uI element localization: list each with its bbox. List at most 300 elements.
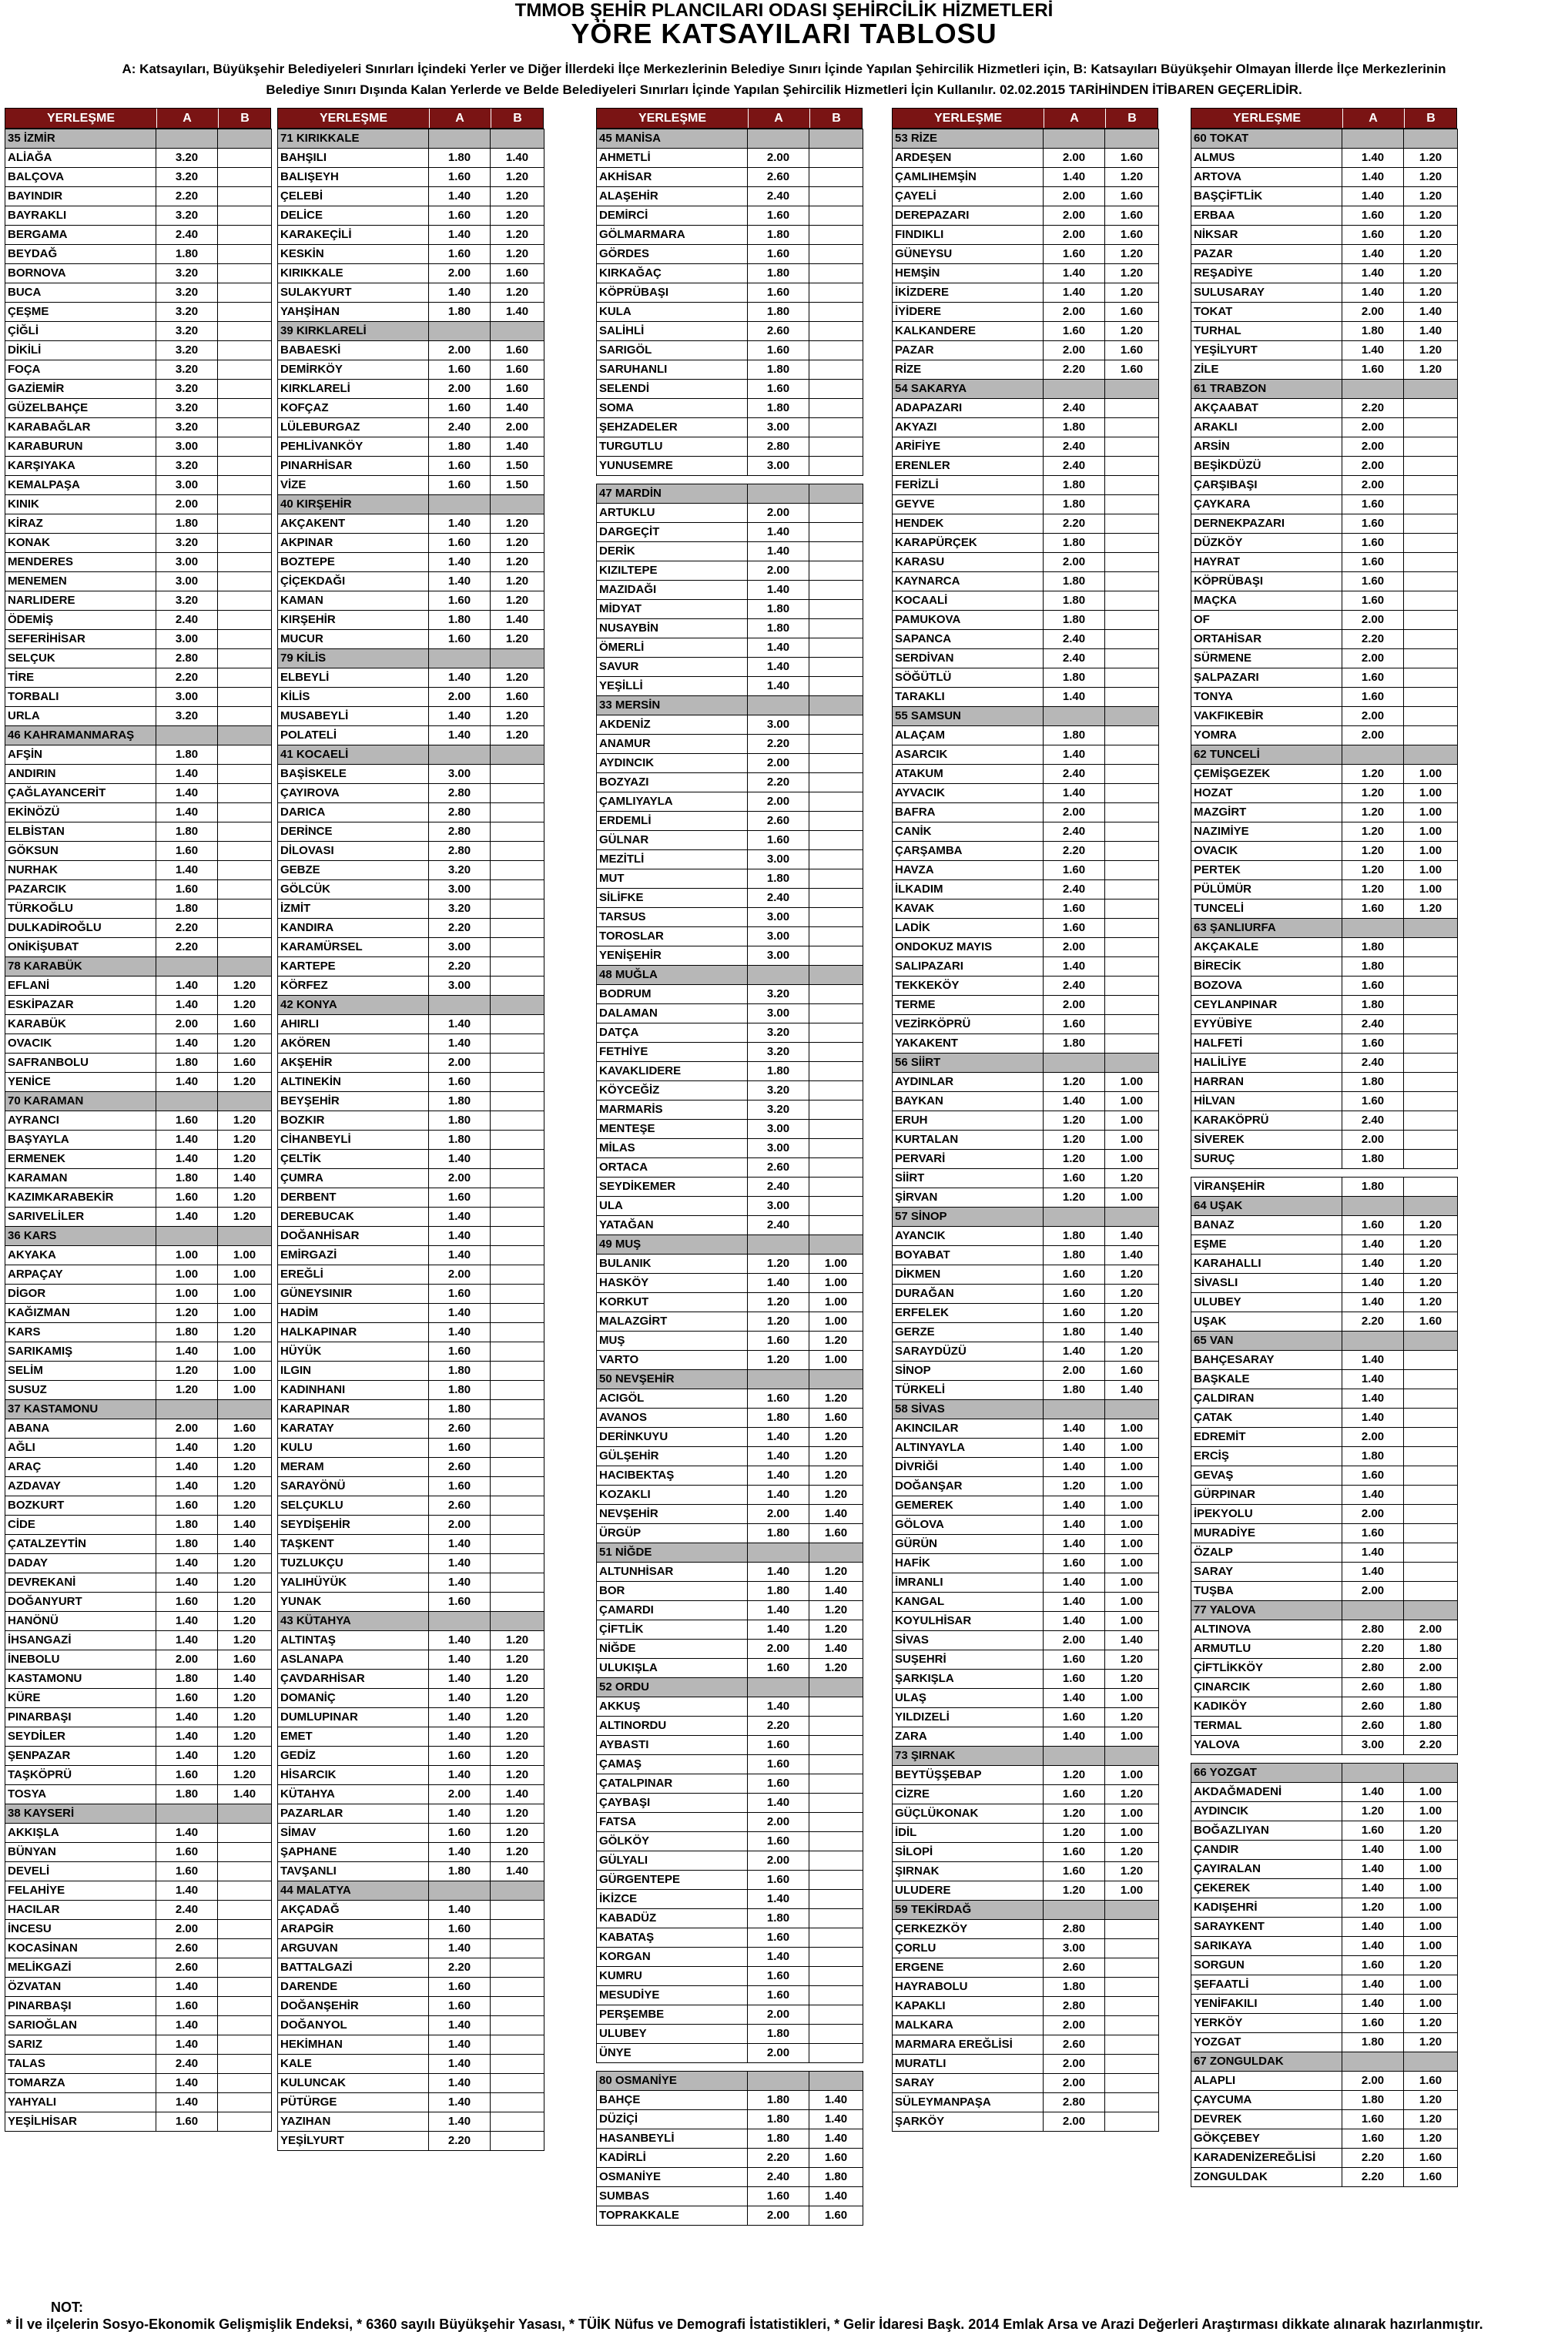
province-row	[893, 707, 1159, 726]
coefficient-b	[809, 484, 863, 504]
coefficient-a: 2.40	[1044, 630, 1105, 649]
district-name: ARSİN	[1191, 437, 1342, 457]
coefficient-a: 1.40	[748, 1620, 809, 1640]
district-name: DERİNCE	[278, 822, 429, 842]
coefficient-b	[809, 677, 863, 696]
province-row	[278, 649, 544, 668]
coefficient-a: 1.80	[429, 1400, 491, 1419]
coefficient-b: 1.40	[491, 149, 544, 168]
district-name: DOĞANHİSAR	[278, 1227, 429, 1246]
district-name: AZDAVAY	[5, 1477, 156, 1496]
coefficient-a: 1.60	[1342, 1956, 1404, 1975]
coefficient-a: 1.60	[1044, 1785, 1105, 1804]
district-row	[1191, 534, 1458, 553]
district-name: ÇAĞLAYANCERİT	[5, 784, 156, 803]
coefficient-b	[1105, 476, 1159, 495]
district-row	[5, 457, 272, 476]
district-row	[1191, 938, 1458, 957]
district-row	[5, 514, 272, 534]
district-name: GEYVE	[893, 495, 1044, 514]
coefficient-b	[1404, 745, 1458, 765]
district-name: DEREPAZARI	[893, 206, 1044, 226]
coefficient-a: 2.00	[1044, 803, 1105, 822]
district-name: TURGUTLU	[597, 437, 748, 457]
coefficient-a: 1.40	[429, 1901, 491, 1920]
district-row	[597, 226, 863, 245]
district-name: DARGEÇİT	[597, 523, 748, 542]
province-row	[278, 495, 544, 514]
coefficient-a	[748, 129, 809, 149]
district-row	[278, 938, 544, 957]
coefficient-b	[1105, 1015, 1159, 1034]
coefficient-b: 2.20	[1404, 1736, 1458, 1755]
coefficient-a: 1.80	[748, 2129, 809, 2149]
coefficient-b: 1.20	[1404, 1293, 1458, 1312]
coefficient-b	[491, 1593, 544, 1612]
district-name: BEYDAĞ	[5, 245, 156, 264]
coefficient-b	[491, 1285, 544, 1304]
coefficient-a: 1.80	[748, 1409, 809, 1428]
coefficient-b: 1.00	[1404, 1783, 1458, 1802]
district-row	[5, 1650, 272, 1670]
coefficient-b: 1.00	[1404, 1975, 1458, 1995]
coefficient-b	[218, 1400, 272, 1419]
district-name: KAVAK	[893, 899, 1044, 919]
coefficient-a: 2.40	[1342, 1111, 1404, 1131]
district-row	[1191, 1697, 1458, 1717]
coefficient-b: 2.00	[491, 418, 544, 437]
coefficient-a: 1.40	[1342, 1995, 1404, 2014]
block-gap	[1191, 1169, 1458, 1177]
district-row	[893, 1862, 1159, 1881]
coefficient-a: 3.00	[748, 946, 809, 966]
district-row	[5, 1342, 272, 1362]
district-name: ARTUKLU	[597, 504, 748, 523]
column-label-a: A	[156, 109, 219, 128]
coefficient-b	[1105, 611, 1159, 630]
district-name: DURAĞAN	[893, 1285, 1044, 1304]
coefficient-a: 1.40	[156, 1747, 218, 1766]
district-row	[278, 360, 544, 380]
district-name: ÇANDIR	[1191, 1841, 1342, 1860]
coefficient-b: 1.20	[218, 1631, 272, 1650]
coefficient-a: 1.80	[1044, 1227, 1105, 1246]
coefficient-a: 1.60	[748, 1659, 809, 1678]
district-row	[1191, 2110, 1458, 2129]
coefficient-a: 1.20	[156, 1362, 218, 1381]
coefficient-a: 1.60	[1044, 1554, 1105, 1573]
coefficient-a	[1044, 1208, 1105, 1227]
district-row	[893, 360, 1159, 380]
coefficient-b: 1.00	[1404, 1898, 1458, 1918]
district-name: KORKUT	[597, 1293, 748, 1312]
district-row	[597, 946, 863, 966]
district-name: HARRAN	[1191, 1073, 1342, 1092]
district-name: ÇİFTLİKKÖY	[1191, 1659, 1342, 1678]
district-row	[5, 1689, 272, 1708]
coefficient-a	[156, 957, 218, 977]
coefficient-b: 1.40	[218, 1670, 272, 1689]
coefficient-b	[491, 2016, 544, 2035]
coefficient-b	[809, 206, 863, 226]
district-name: YUNUSEMRE	[597, 457, 748, 476]
district-row	[1191, 1736, 1458, 1755]
coefficient-b	[491, 1073, 544, 1092]
district-name: BAŞİSKELE	[278, 765, 429, 784]
district-row	[278, 1362, 544, 1381]
district-row	[893, 1150, 1159, 1169]
coefficient-b	[1404, 996, 1458, 1015]
district-row	[278, 2074, 544, 2093]
district-row	[1191, 572, 1458, 591]
coefficient-a: 3.20	[429, 899, 491, 919]
coefficient-b	[1404, 668, 1458, 688]
coefficient-b	[1105, 129, 1159, 149]
district-row	[1191, 668, 1458, 688]
coefficient-b: 1.00	[1105, 1727, 1159, 1747]
district-row	[597, 1794, 863, 1813]
coefficient-a: 1.40	[429, 707, 491, 726]
coefficient-a: 1.60	[156, 842, 218, 861]
coefficient-b	[1404, 572, 1458, 591]
district-row	[893, 476, 1159, 495]
district-row	[893, 938, 1159, 957]
coefficient-b	[809, 322, 863, 341]
district-name: MURADİYE	[1191, 1524, 1342, 1543]
district-row	[597, 1871, 863, 1890]
district-name: CİZRE	[893, 1785, 1044, 1804]
district-name: DEREBUCAK	[278, 1208, 429, 1227]
district-row	[893, 283, 1159, 303]
coefficient-a: 1.20	[1044, 1188, 1105, 1208]
coefficient-a: 1.60	[429, 1920, 491, 1939]
district-row	[893, 1727, 1159, 1747]
district-name: ERMENEK	[5, 1150, 156, 1169]
coefficient-b: 1.20	[218, 1477, 272, 1496]
district-name: HAYRABOLU	[893, 1978, 1044, 1997]
district-name: PERVARİ	[893, 1150, 1044, 1169]
coefficient-b	[1404, 1486, 1458, 1505]
district-name: YALOVA	[1191, 1736, 1342, 1755]
coefficient-b	[809, 600, 863, 619]
district-name: AYRANCI	[5, 1111, 156, 1131]
coefficient-b	[809, 1023, 863, 1043]
district-row	[278, 842, 544, 861]
coefficient-table	[5, 129, 272, 2132]
district-name: KIRKLARELİ	[278, 380, 429, 399]
district-row	[597, 1948, 863, 1967]
coefficient-a: 1.80	[1342, 322, 1404, 341]
district-name: MİDYAT	[597, 600, 748, 619]
coefficient-a: 1.80	[1342, 1447, 1404, 1466]
coefficient-a: 2.00	[1342, 437, 1404, 457]
district-name: SELÇUK	[5, 649, 156, 668]
coefficient-a: 2.00	[748, 792, 809, 812]
district-row	[597, 1505, 863, 1524]
district-name: ÜNYE	[597, 2044, 748, 2063]
coefficient-a: 1.80	[1342, 2091, 1404, 2110]
district-row	[597, 1043, 863, 1062]
coefficient-b: 1.00	[218, 1265, 272, 1285]
coefficient-a: 1.60	[748, 2187, 809, 2206]
coefficient-a: 1.40	[1044, 1593, 1105, 1612]
province-name: 56 SİİRT	[893, 1054, 1044, 1073]
coefficient-b	[809, 523, 863, 542]
district-name: TUNCELİ	[1191, 899, 1342, 919]
district-name: PINARBAŞI	[5, 1997, 156, 2016]
coefficient-a: 1.60	[1342, 1821, 1404, 1841]
coefficient-b: 1.60	[1105, 206, 1159, 226]
coefficient-b	[1404, 553, 1458, 572]
coefficient-b	[218, 514, 272, 534]
district-name: İKİZDERE	[893, 283, 1044, 303]
coefficient-b	[491, 822, 544, 842]
district-row	[5, 1131, 272, 1150]
coefficient-b: 1.40	[491, 1862, 544, 1881]
district-row	[5, 630, 272, 649]
district-row	[597, 773, 863, 792]
coefficient-b	[1105, 437, 1159, 457]
district-name: ACIGÖL	[597, 1389, 748, 1409]
coefficient-a: 1.40	[1044, 1727, 1105, 1747]
coefficient-b	[809, 1197, 863, 1216]
coefficient-b: 1.00	[1404, 822, 1458, 842]
coefficient-a: 3.20	[156, 149, 218, 168]
district-row	[5, 1477, 272, 1496]
district-name: OVACIK	[1191, 842, 1342, 861]
district-row	[1191, 437, 1458, 457]
district-name: SELİM	[5, 1362, 156, 1381]
coefficient-a: 1.40	[156, 1131, 218, 1150]
district-row	[278, 1092, 544, 1111]
district-row	[597, 1120, 863, 1139]
coefficient-b	[218, 745, 272, 765]
district-row	[278, 1516, 544, 1535]
district-row	[597, 908, 863, 927]
district-name: YAKAKENT	[893, 1034, 1044, 1054]
district-row	[5, 822, 272, 842]
district-name: SİNOP	[893, 1362, 1044, 1381]
district-name: HALFETİ	[1191, 1034, 1342, 1054]
district-name: HEKİMHAN	[278, 2035, 429, 2055]
district-name: KÖPRÜBAŞI	[597, 283, 748, 303]
district-name: ÖZALP	[1191, 1543, 1342, 1563]
coefficient-a: 1.80	[1044, 495, 1105, 514]
coefficient-a: 1.60	[429, 399, 491, 418]
district-name: ARAPGİR	[278, 1920, 429, 1939]
coefficient-a: 2.00	[1044, 2055, 1105, 2074]
district-name: GÜNEYSINIR	[278, 1285, 429, 1304]
coefficient-b	[218, 226, 272, 245]
district-row	[893, 1285, 1159, 1304]
district-name: İYİDERE	[893, 303, 1044, 322]
coefficient-a: 1.60	[748, 1832, 809, 1851]
province-name: 63 ŞANLIURFA	[1191, 919, 1342, 938]
district-row	[1191, 226, 1458, 245]
district-row	[5, 1208, 272, 1227]
coefficient-a: 3.20	[156, 707, 218, 726]
coefficient-b: 1.20	[1404, 2129, 1458, 2149]
province-row	[278, 745, 544, 765]
coefficient-b: 1.00	[1404, 1802, 1458, 1821]
coefficient-a: 1.40	[748, 1794, 809, 1813]
coefficient-b	[1105, 919, 1159, 938]
district-name: ÇAYCUMA	[1191, 2091, 1342, 2110]
district-row	[5, 572, 272, 591]
district-row	[597, 927, 863, 946]
district-row	[1191, 1255, 1458, 1274]
organization-title: TMMOB ŞEHİR PLANCILARI ODASI ŞEHİRCİLİK HİZMETLERİ	[514, 0, 1054, 21]
district-row	[1191, 591, 1458, 611]
district-name: ERGENE	[893, 1958, 1044, 1978]
district-name: TUŞBA	[1191, 1582, 1342, 1601]
coefficient-a: 1.40	[1342, 1975, 1404, 1995]
district-name: ALTINTAŞ	[278, 1631, 429, 1650]
district-name: SARAY	[893, 2074, 1044, 2093]
district-name: KARS	[5, 1323, 156, 1342]
district-row	[1191, 1563, 1458, 1582]
coefficient-b	[218, 784, 272, 803]
district-name: BAFRA	[893, 803, 1044, 822]
district-row	[893, 226, 1159, 245]
coefficient-b	[1105, 399, 1159, 418]
district-name: ÇAMLIHEMŞİN	[893, 168, 1044, 187]
coefficient-a: 1.80	[1044, 1246, 1105, 1265]
district-row	[1191, 1918, 1458, 1937]
district-name: TERME	[893, 996, 1044, 1015]
province-row	[1191, 1601, 1458, 1620]
coefficient-a: 1.40	[1044, 957, 1105, 977]
district-row	[1191, 399, 1458, 418]
coefficient-a: 3.00	[156, 476, 218, 495]
district-row	[5, 1785, 272, 1804]
coefficient-b	[1404, 1370, 1458, 1389]
district-name: YERKÖY	[1191, 2014, 1342, 2033]
province-row	[5, 726, 272, 745]
district-name: ERBAA	[1191, 206, 1342, 226]
coefficient-a: 2.00	[1342, 457, 1404, 476]
coefficient-a: 2.00	[1342, 1428, 1404, 1447]
coefficient-a: 1.20	[748, 1255, 809, 1274]
district-row	[5, 842, 272, 861]
district-row	[5, 1708, 272, 1727]
province-row	[278, 1881, 544, 1901]
district-name: KÖYCEĞİZ	[597, 1081, 748, 1100]
coefficient-a: 1.40	[1044, 168, 1105, 187]
district-name: KARABAĞLAR	[5, 418, 156, 437]
coefficient-a: 1.60	[429, 206, 491, 226]
district-name: GÖRDES	[597, 245, 748, 264]
coefficient-b	[809, 1158, 863, 1178]
coefficient-a: 2.00	[156, 495, 218, 514]
coefficient-a: 2.40	[748, 187, 809, 206]
district-row	[893, 168, 1159, 187]
district-row	[5, 2093, 272, 2112]
district-row	[5, 1862, 272, 1881]
district-name: BAŞKALE	[1191, 1370, 1342, 1389]
coefficient-b: 1.00	[809, 1293, 863, 1312]
coefficient-b	[218, 1843, 272, 1862]
coefficient-b	[809, 1678, 863, 1697]
district-name: KURTALAN	[893, 1131, 1044, 1150]
district-name: TEKKEKÖY	[893, 977, 1044, 996]
district-name: OSMANİYE	[597, 2168, 748, 2187]
coefficient-a	[429, 745, 491, 765]
coefficient-b: 1.60	[218, 1419, 272, 1439]
district-name: SURUÇ	[1191, 1150, 1342, 1169]
coefficient-b: 1.60	[1404, 2072, 1458, 2091]
coefficient-b	[491, 1188, 544, 1208]
coefficient-a: 2.60	[748, 168, 809, 187]
coefficient-b: 1.60	[491, 380, 544, 399]
coefficient-a: 1.60	[429, 1997, 491, 2016]
block-gap	[596, 476, 863, 484]
district-name: ARAÇ	[5, 1458, 156, 1477]
district-row	[893, 1496, 1159, 1516]
district-name: DUMLUPINAR	[278, 1708, 429, 1727]
district-row	[278, 341, 544, 360]
district-name: ILGIN	[278, 1362, 429, 1381]
district-row	[5, 668, 272, 688]
coefficient-a: 1.60	[748, 1871, 809, 1890]
coefficient-a: 1.60	[1044, 1843, 1105, 1862]
coefficient-a: 1.60	[1342, 668, 1404, 688]
coefficient-a: 1.40	[1342, 187, 1404, 206]
province-row	[597, 129, 863, 149]
coefficient-a: 1.60	[156, 1843, 218, 1862]
district-row	[597, 1004, 863, 1023]
coefficient-a: 2.00	[429, 341, 491, 360]
coefficient-a: 1.40	[156, 765, 218, 784]
coefficient-a: 2.80	[1044, 1920, 1105, 1939]
coefficient-b	[809, 1774, 863, 1794]
coefficient-a: 1.60	[429, 534, 491, 553]
district-name: BOZYAZI	[597, 773, 748, 792]
coefficient-a: 1.60	[748, 1736, 809, 1755]
district-row	[1191, 1582, 1458, 1601]
district-row	[893, 2093, 1159, 2112]
coefficient-a: 1.40	[429, 1689, 491, 1708]
district-name: KAZIMKARABEKİR	[5, 1188, 156, 1208]
district-name: HACILAR	[5, 1901, 156, 1920]
coefficient-b	[491, 765, 544, 784]
district-name: KORGAN	[597, 1948, 748, 1967]
district-name: ŞARKÖY	[893, 2112, 1044, 2132]
coefficient-b	[1404, 129, 1458, 149]
district-name: ALTINORDU	[597, 1717, 748, 1736]
district-name: YEŞİLYURT	[278, 2132, 429, 2151]
coefficient-b	[809, 129, 863, 149]
district-name: İMRANLI	[893, 1573, 1044, 1593]
coefficient-b: 1.20	[1404, 168, 1458, 187]
district-row	[1191, 1524, 1458, 1543]
coefficient-a: 1.40	[1044, 1496, 1105, 1516]
district-name: DÜZİÇİ	[597, 2110, 748, 2129]
coefficient-b: 1.40	[809, 1640, 863, 1659]
coefficient-b	[218, 803, 272, 822]
district-row	[5, 553, 272, 572]
district-row	[278, 303, 544, 322]
coefficient-a: 2.00	[1044, 2074, 1105, 2093]
coefficient-b	[1404, 2052, 1458, 2072]
column-3	[596, 108, 863, 2226]
province-row	[597, 1370, 863, 1389]
district-row	[278, 688, 544, 707]
district-row	[893, 2112, 1159, 2132]
coefficient-a: 2.00	[748, 1640, 809, 1659]
district-name: ÇAYIROVA	[278, 784, 429, 803]
coefficient-a: 1.60	[1044, 1862, 1105, 1881]
